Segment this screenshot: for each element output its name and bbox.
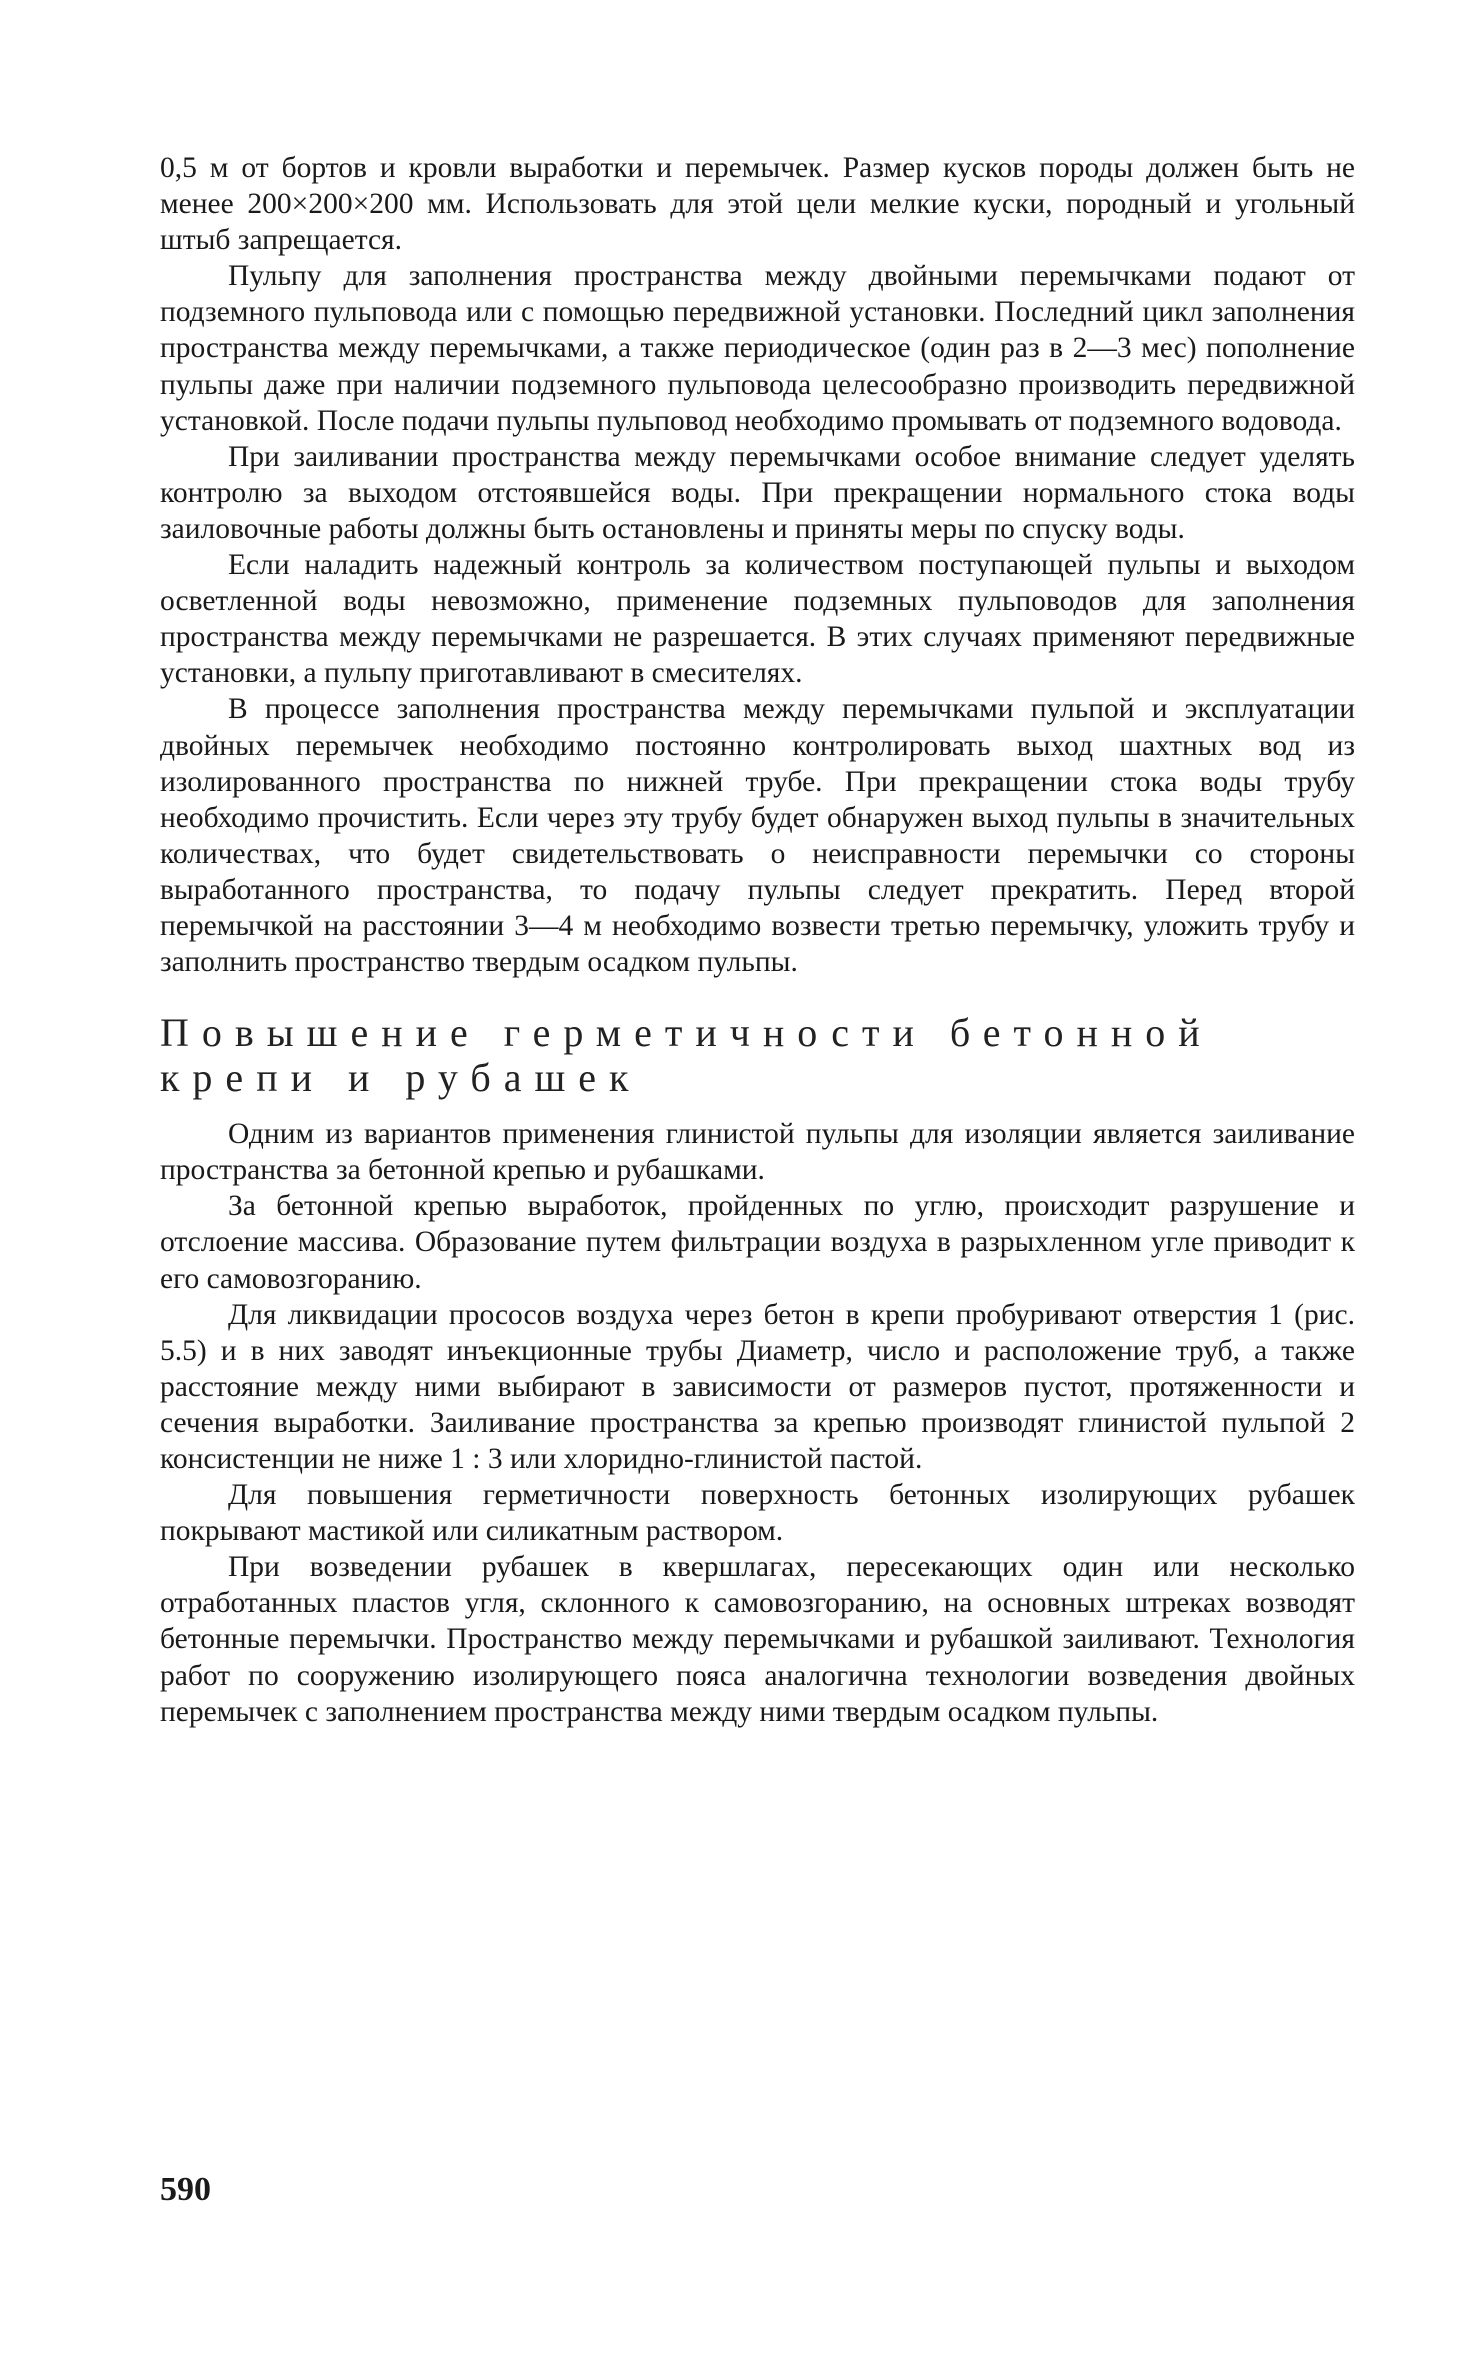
paragraph-air-leak-elimination: Для ликвидации прососов воздуха через бетон в крепи пробуривают отверстия 1 (рис. 5.5) и в них заводят инъекционные трубы Диаметр, число и расположение труб, а также расстояние между ними выбирают в зависимости от размеров пустот, протяженности и сечения выработки. Заиливание пространства за крепью производят глинистой пульпой 2 консистенции не ниже 1 : 3 или хлоридно-глинистой пастой. <box>160 1298 1355 1475</box>
paragraph-continued: 0,5 м от бортов и кровли выработки и перемычек. Размер кусков породы должен быть не менее 200×200×200 мм. Использовать для этой цели мелкие куски, породный и угольный штыб запрещается. <box>160 152 1355 257</box>
paragraph-pipeline-restriction: Если наладить надежный контроль за количеством поступающей пульпы и выходом осветленной воды невозможно, применение подземных пульповодов для заполнения пространства между перемычками не разрешается. В этих случаях применяют передвижные установки, а пульпу приготавливают в смесителях. <box>160 549 1355 690</box>
paragraph-filling-process: В процессе заполнения пространства между перемычками пульпой и эксплуатации двойных перемычек необходимо постоянно контролировать выход шахтных вод из изолированного пространства по нижней трубе. При прекращении стока воды трубу необходимо прочистить. Если через эту трубу будет обнаружен выход пульпы в значительных количествах, что будет свидетельствовать о неисправности перемычки со стороны выработанного пространства, то подачу пульпы следует прекратить. Перед второй перемычкой на расстоянии 3—4 м необходимо возвести третью перемычку, уложить трубу и заполнить пространство твердым осадком пульпы. <box>160 693 1355 979</box>
paragraph-sealing-surface: Для повышения герметичности поверхность бетонных изолирующих рубашек покрывают мастикой или силикатным раствором. <box>160 1479 1355 1548</box>
section-heading: Повышение герметичности бетонной крепи и рубашек <box>160 1010 1213 1101</box>
paragraph-pulp-supply: Пульпу для заполнения пространства между двойными перемычками подают от подземного пульповода или с помощью передвижной установки. Последний цикл заполнения пространства между перемычками, а также периодическое (один раз в 2—3 мес) пополнение пульпы даже при наличии подземного пульповода целесообразно производить передвижной установкой. После подачи пульпы пульповод необходимо промывать от подземного водовода. <box>160 260 1355 437</box>
paragraph-water-control: При заиливании пространства между перемычками особое внимание следует уделять контролю за выходом отстоявшейся воды. При прекращении нормального стока воды заиловочные работы должны быть остановлены и приняты меры по спуску воды. <box>160 440 1355 545</box>
paragraph-crosscut-lining: При возведении рубашек в квершлагах, пересекающих один или несколько отработанных пластов угля, склонного к самовозгоранию, на основных штреках возводят бетонные перемычки. Пространство между перемычками и рубашкой заиливают. Технология работ по сооружению изолирующего пояса аналогична технологии возведения двойных перемычек с заполнением пространства между ними твердым осадком пульпы. <box>160 1551 1355 1728</box>
page-number: 590 <box>160 2171 211 2208</box>
paragraph-concrete-lining: За бетонной крепью выработок, пройденных по углю, происходит разрушение и отслоение массива. Образование путем фильтрации воздуха в разрыхленном угле приводит к его самовозгоранию. <box>160 1190 1355 1295</box>
page-body <box>160 150 1355 1730</box>
paragraph-clay-pulp: Одним из вариантов применения глинистой пульпы для изоляции является заиливание пространства за бетонной крепью и рубашками. <box>160 1118 1355 1187</box>
